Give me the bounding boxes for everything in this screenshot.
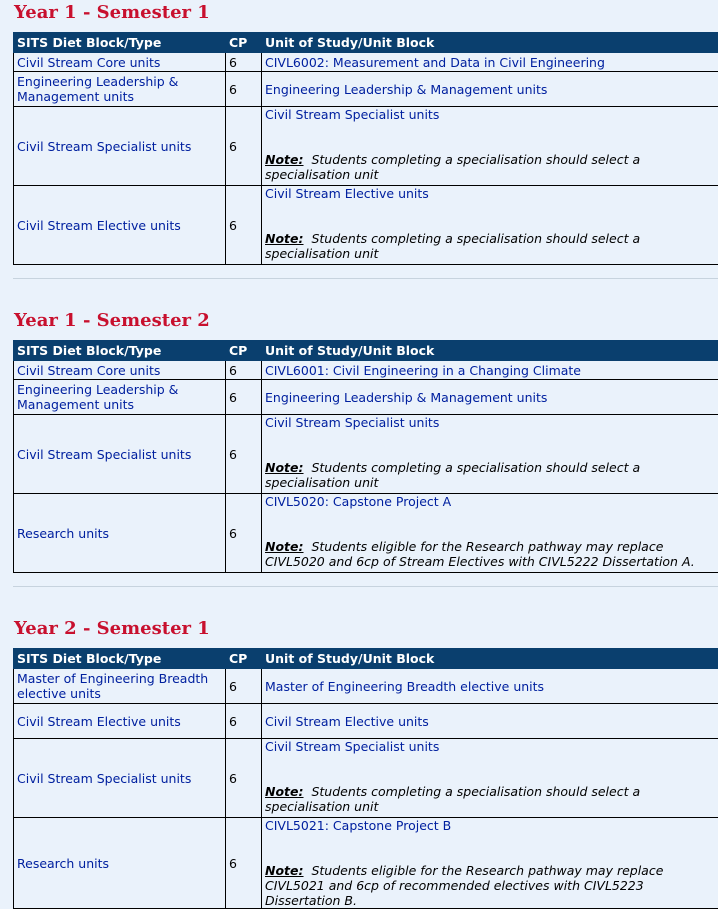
header-block: SITS Diet Block/Type [14,341,226,361]
table-row [14,739,718,818]
note-text: Note: Students eligible for the Research pathway may replace CIVL5020 and 6cp of Stream Electives with CIVL5222 Dissertation A. [265,539,718,569]
block-link[interactable]: Civil Stream Specialist units [17,771,191,786]
block-link[interactable]: Civil Stream Specialist units [17,139,191,154]
cp-value: 6 [226,739,262,818]
table-header-row [14,341,718,361]
note-text: Note: Students eligible for the Research pathway may replace CIVL5021 and 6cp of recommended electives with CIVL5223 Dissertation B. [265,863,718,908]
units-table [13,648,718,909]
header-unit: Unit of Study/Unit Block [262,649,718,669]
table-header-row [14,33,718,53]
cp-value: 6 [226,669,262,704]
header-cp: CP [226,33,262,53]
table-row [14,818,718,909]
block-link[interactable]: Civil Stream Elective units [17,714,181,729]
unit-link[interactable]: Civil Stream Elective units [265,186,429,201]
table-row [14,361,718,380]
header-cp: CP [226,341,262,361]
note-label: Note: [265,863,304,878]
block-link[interactable]: Research units [17,856,109,871]
note-label: Note: [265,460,304,475]
header-block: SITS Diet Block/Type [14,33,226,53]
units-table [13,32,718,265]
cp-value: 6 [226,107,262,186]
block-link[interactable]: Civil Stream Elective units [17,218,181,233]
cp-value: 6 [226,380,262,415]
unit-link[interactable]: Civil Stream Specialist units [265,415,439,430]
cp-value: 6 [226,53,262,72]
table-row [14,53,718,72]
unit-link[interactable]: CIVL5020: Capstone Project A [265,494,451,509]
block-link[interactable]: Civil Stream Core units [17,363,160,378]
cp-value: 6 [226,494,262,573]
header-cp: CP [226,649,262,669]
section-title: Year 1 - Semester 1 [14,2,210,24]
unit-link[interactable]: CIVL5021: Capstone Project B [265,818,451,833]
unit-link[interactable]: Civil Stream Specialist units [265,739,439,754]
header-unit: Unit of Study/Unit Block [262,341,718,361]
unit-link[interactable]: Engineering Leadership & Management units [265,390,547,405]
table-row [14,669,718,704]
table-row [14,186,718,265]
note-label: Note: [265,231,304,246]
cp-value: 6 [226,72,262,107]
cp-value: 6 [226,818,262,909]
section-title: Year 2 - Semester 1 [14,618,210,640]
block-link[interactable]: Engineering Leadership & Management units [17,74,178,104]
table-row [14,72,718,107]
units-table [13,340,718,573]
table-row [14,380,718,415]
table-row [14,704,718,739]
table-row [14,107,718,186]
table-row [14,415,718,494]
table-header-row [14,649,718,669]
note-text: Note: Students completing a specialisation should select a specialisation unit [265,784,718,814]
unit-link[interactable]: Civil Stream Elective units [265,714,429,729]
unit-link[interactable]: Civil Stream Specialist units [265,107,439,122]
block-link[interactable]: Master of Engineering Breadth elective units [17,671,208,701]
divider [13,278,718,279]
note-text: Note: Students completing a specialisation should select a specialisation unit [265,460,718,490]
block-link[interactable]: Civil Stream Specialist units [17,447,191,462]
unit-link[interactable]: CIVL6001: Civil Engineering in a Changing Climate [265,363,581,378]
block-link[interactable]: Research units [17,526,109,541]
note-text: Note: Students completing a specialisation should select a specialisation unit [265,231,718,261]
cp-value: 6 [226,361,262,380]
block-link[interactable]: Engineering Leadership & Management units [17,382,178,412]
header-block: SITS Diet Block/Type [14,649,226,669]
block-link[interactable]: Civil Stream Core units [17,55,160,70]
note-label: Note: [265,539,304,554]
note-label: Note: [265,784,304,799]
cp-value: 6 [226,415,262,494]
section-title: Year 1 - Semester 2 [14,310,210,332]
note-text: Note: Students completing a specialisation should select a specialisation unit [265,152,718,182]
unit-link[interactable]: Master of Engineering Breadth elective units [265,679,544,694]
unit-link[interactable]: CIVL6002: Measurement and Data in Civil Engineering [265,55,605,70]
header-unit: Unit of Study/Unit Block [262,33,718,53]
table-row [14,494,718,573]
unit-link[interactable]: Engineering Leadership & Management units [265,82,547,97]
divider [13,586,718,587]
cp-value: 6 [226,704,262,739]
note-label: Note: [265,152,304,167]
cp-value: 6 [226,186,262,265]
